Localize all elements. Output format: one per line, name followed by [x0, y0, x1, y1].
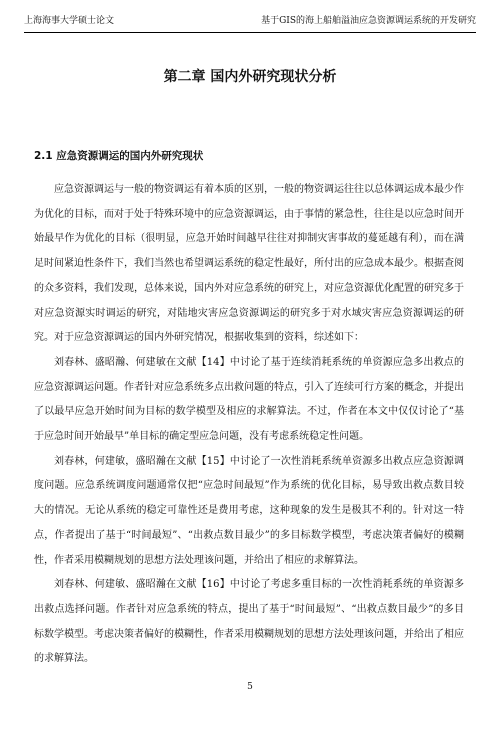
paragraph: 应急资源调运与一般的物资调运有着本质的区别，一般的物资调运往往以总体调运成本最少作为优化的目标，而对于处于特殊环境中的应急资源调运，由于事情的紧急性，往往是以应急时间开始最早作为优化的目标（很明显，应急开始时间越早往往对抑制灾害事故的蔓延越有利），而在满足时间紧迫性条件下，我们当然也希望调运系统的稳定性最好，所付出的应急成本最少。根据查阅的众多资料，我们发现，总体来说，国内外对应急系统的研究上，对应急资源优化配置的研究多于对应急资源实时调运的研究，对陆地灾害应急资源调运的研究多于对水域灾害应急资源调运的研究。对于应急资源调运的国内外研究情况，根据收集到的资料，综述如下： [34, 184, 464, 344]
paragraph: 刘春林、何建敏、盛昭瀚在文献【16】中讨论了考虑多重目标的一次性消耗系统的单资源多出救点选择问题。作者针对应急系统的特点，提出了基于“时间最短”、“出救点数目最少”的多目标数学模型。考虑决策者偏好的模糊性，作者采用模糊规划的思想方法处理该问题，并给出了相应的求解算法。 [34, 579, 464, 665]
page-number: 5 [247, 682, 253, 692]
section-heading: 2.1 应急资源调运的国内外研究现状 [34, 150, 204, 162]
running-header [24, 12, 476, 33]
chapter-title: 第二章 国内外研究现状分析 [163, 69, 337, 85]
paragraph: 刘春林、盛昭瀚、何建敏在文献【14】中讨论了基于连续消耗系统的单资源应急多出救点的应急资源调运问题。作者针对应急系统多点出救问题的特点，引入了连续可行方案的概念，并提出了以最早应急开始时间为目标的数学模型及相应的求解算法。不过，作者在本文中仅仅讨论了“基于应急时间开始最早”单目标的确定型应急问题，没有考虑系统稳定性问题。 [34, 356, 464, 443]
header-thesis-title: 基于GIS的海上船舶溢油应急资源调运系统的开发研究 [261, 16, 476, 26]
header-thesis-label: 上海海事大学硕士论文 [24, 16, 115, 26]
body-text [34, 178, 464, 672]
paragraph: 刘春林，何建敏，盛昭瀚在文献【15】中讨论了一次性消耗系统单资源多出救点应急资源调度问题。应急系统调度问题通常仅把“应急时间最短”作为系统的优化目标，易导致出救点数目较大的情况。无论从系统的稳定可靠性还是费用考虑，这种现象的发生是极其不利的。针对这一特点，作者提出了基于“时间最短”、“出救点数目最少”的多目标数学模型，考虑决策者偏好的模糊性，作者采用模糊规划的思想方法处理该问题，并给出了相应的求解算法。 [34, 455, 464, 566]
